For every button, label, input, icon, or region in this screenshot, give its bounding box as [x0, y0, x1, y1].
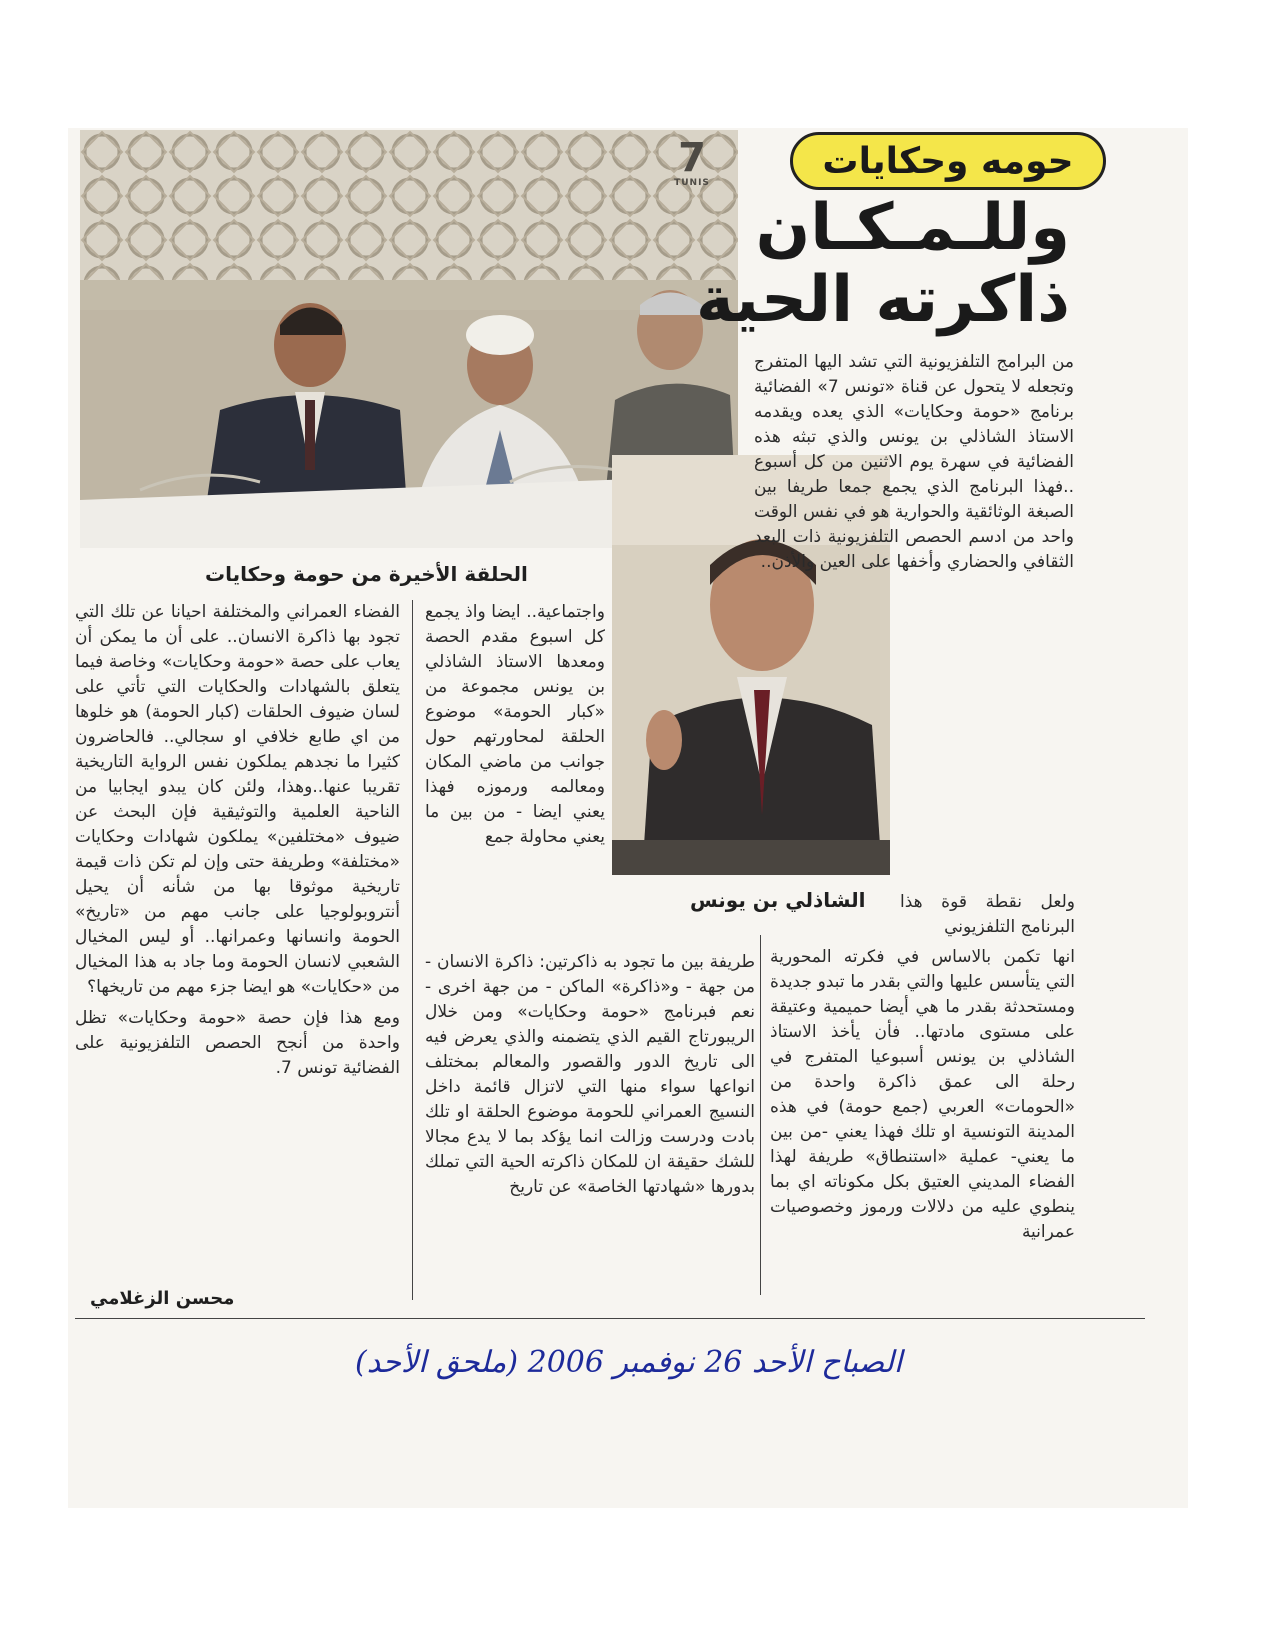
column-divider: [412, 600, 413, 1300]
article-column-left: الفضاء العمراني والمختلفة احيانا عن تلك التي تجود بها ذاكرة الانسان.. على أن ما يمكن أن يعاب على حصة «حومة وحكايات» وخاصة فيما يتعلق بالشهادات والحكايات التي تأتي على لسان ضيوف الحلقات (كبار الحومة) هو خلوها من اي طابع خلافي او سجالي.. فالحاضرون كثيرا ما نجدهم يملكون نفس الرواية التاريخية تقريبا عنها..وهذا، ولئن كان يبدو ايجابيا من الناحية العلمية والتوثيقية فإن البحث عن ضيوف «مختلفين» يملكون شهادات وحكايات «مختلفة» وطريفة حتى وإن لم تكن ذات قيمة تاريخية موثوقا بها من شأنه أن يحيل أنتروبولوجيا على جانب مهم من «تاريخ» الحومة وانسانها وعمرانها.. أو ليس المخيال الشعبي لانسان الحومة وما جاد به هذا المخيال من «حكايات» هو ايضا جزء مهم من تاريخها؟ ومع هذا فإن حصة «حومة وحكايات» تظل واحدة من أنجح الحصص التلفزيونية على الفضائية تونس 7.: [75, 602, 400, 1078]
column-divider: [760, 935, 761, 1295]
studio-photo-caption: الحلقة الأخيرة من حومة وحكايات: [205, 562, 528, 586]
article-column-middle-bottom: طريفة بين ما تجود به ذاكرتين: ذاكرة الانسان - من جهة - و«ذاكرة» الماكن - من جهة اخرى - نعم فبرنامج «حومة وحكايات» ومن خلال الريبورتاج القيم الذي يتضمنه والذي يعرض فيه الى تاريخ الدور والقصور والمعالم بمختلف انواعها سواء منها التي لاتزال قائمة داخل النسيج العمراني للحومة موضوع الحلقة او تلك بادت ودرست وزالت انما يؤكد بما لا يدع مجالا للشك حقيقة ان للمكان ذاكرته الحية التي تملك بدورها «شهادتها الخاصة» عن تاريخ: [425, 952, 755, 1197]
bottom-rule: [75, 1318, 1145, 1319]
headline-line-2: ذاكرته الحية: [696, 263, 1070, 337]
article-column-middle-top: واجتماعية.. ايضا واذ يجمع كل اسبوع مقدم الحصة ومعدها الاستاذ الشاذلي بن يونس مجموعة من «كبار الحومة» موضوع الحلقة لمحاورتهم حول جوانب من ماضي المكان ومعالمه ورموزه فهذا يعني ايضا - من بين ما يعني محاولة جمع: [425, 602, 605, 847]
article-column-right-middle: ولعل نقطة قوة هذا البرنامج التلفزيوني: [900, 892, 1075, 937]
headline-line-1: وللـمـكـان: [755, 191, 1070, 265]
author-byline: محسن الزغلامي: [90, 1288, 235, 1309]
article-column-right-top: من البرامج التلفزيونية التي تشد اليها المتفرج وتجعله لا يتحول عن قناة «تونس 7» الفضائية برنامج «حومة وحكايات» الذي يعده ويقدمه الاستاذ الشاذلي بن يونس والذي تبثه هذه الفضائية في سهرة يوم الاثنين من كل أسبوع ..فهذا البرنامج الذي يجمع جمعا طريفا بين الصبغة الوثائقية والحوارية هو في نفس الوقت واحد من ادسم الحصص التلفزيونية ذات البعد الثقافي والحضاري وأخفها على العين والأذن..: [754, 352, 1074, 572]
channel-logo: 7 TUNIS: [674, 135, 710, 188]
section-banner: حومه وحكايات: [790, 132, 1106, 190]
presenter-photo-caption: الشاذلي بن يونس: [690, 888, 866, 912]
article-column-right-bottom: انها تكمن بالاساس في فكرته المحورية التي يتأسس عليها والتي بقدر ما تبدو جديدة ومستحدثة بقدر ما هي أيضا حميمية وعتيقة على مستوى مادتها.. فأن يأخذ الاستاذ الشاذلي بن يونس أسبوعيا المتفرج في رحلة الى عمق ذاكرة واحدة من «الحومات» العربي (جمع حومة) في هذه المدينة التونسية او تلك فهذا يعني -من بين ما يعني- عملية «استنطاق» طريفة لهذا الفضاء المديني العتيق بكل مكوناته اي بما ينطوي عليه من دلالات ورموز وخصوصيات عمرانية: [770, 947, 1075, 1242]
article-column-right-narrow: [900, 455, 1075, 885]
handwritten-note: الصباح الأحد 26 نوفمبر 2006 (ملحق الأحد): [355, 1345, 903, 1380]
